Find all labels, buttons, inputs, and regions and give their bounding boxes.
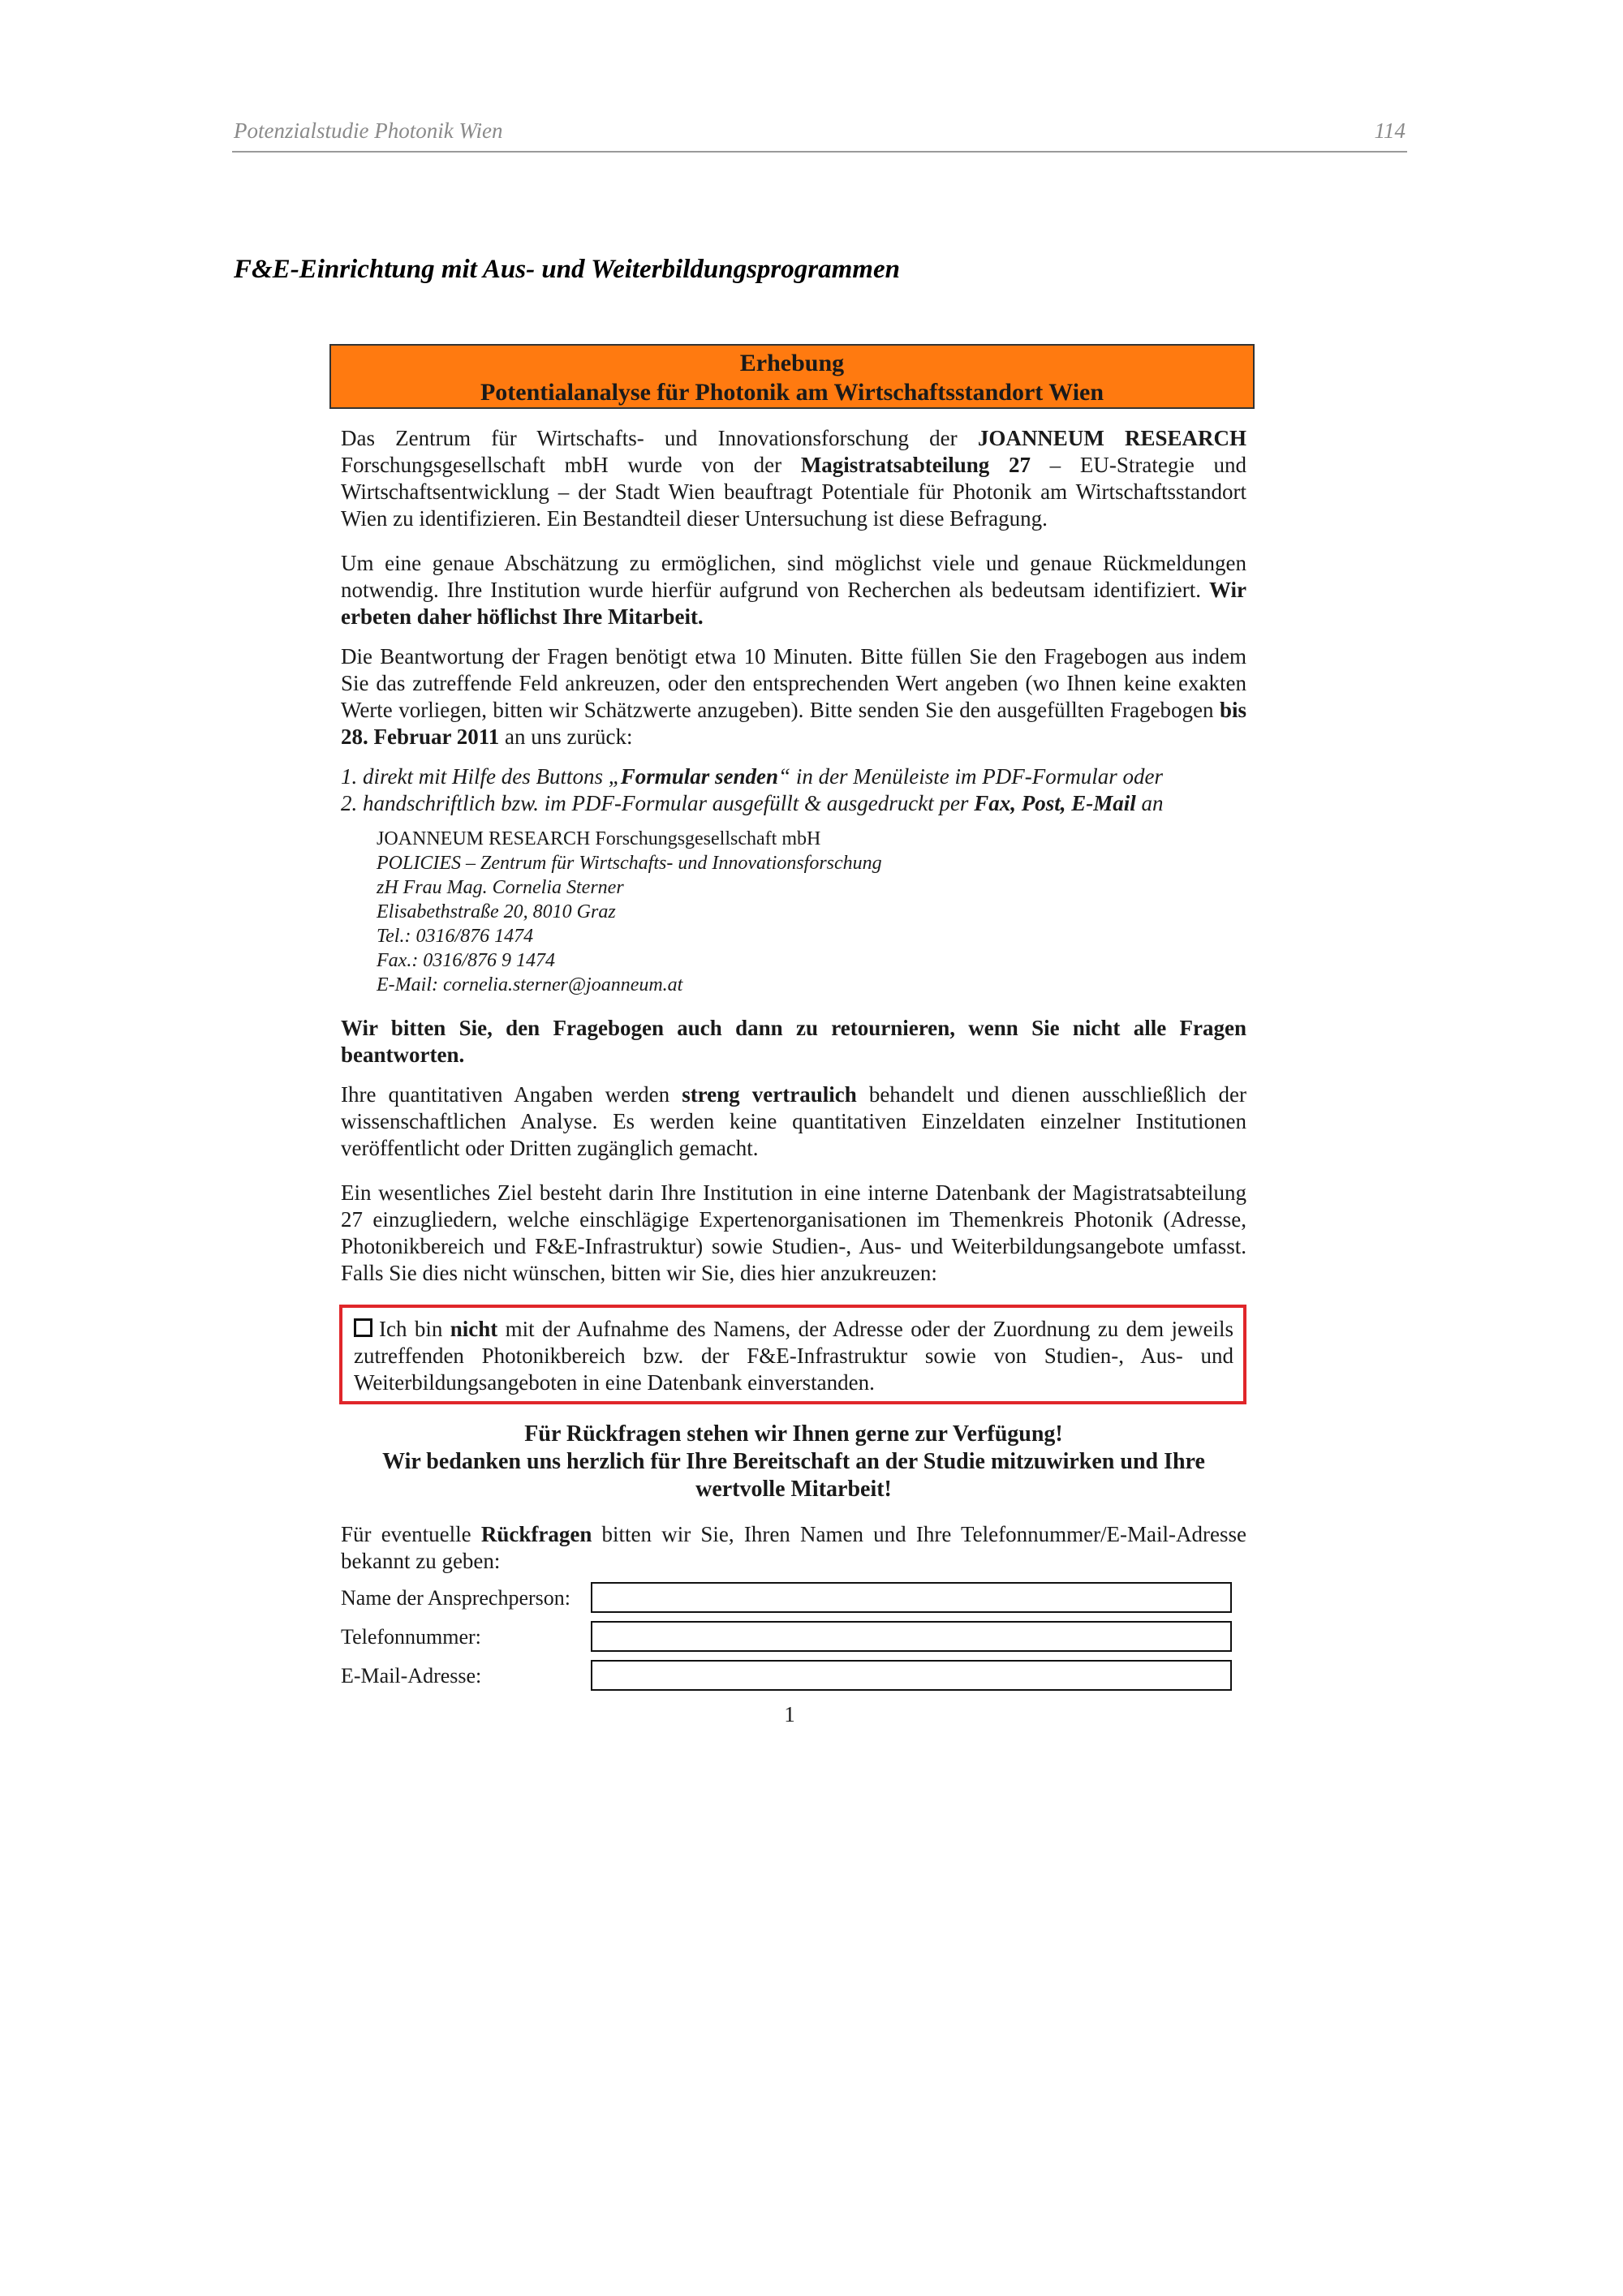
contact-email-field[interactable]	[591, 1660, 1232, 1691]
optout-box: Ich bin nicht mit der Aufnahme des Namens, der Adresse oder der Zuordnung zu dem jeweils zutreffenden Photonikbereich bzw. der F&E-Infrastruktur sowie von Studien-, Aus- und Weiterbildungsangeboten in eine Datenbank einverstanden.	[339, 1305, 1246, 1404]
participation-paragraph: Um eine genaue Abschätzung zu ermöglichen, sind möglichst viele und genaue Rückmeldungen notwendig. Ihre Institution wurde hierfür aufgrund von Recherchen als bedeutsam identifiziert. Wir erbeten daher höflichst Ihre Mitarbeit.	[341, 551, 1246, 629]
thanks-line: Für Rückfragen stehen wir Ihnen gerne zur Verfügung!	[524, 1421, 1063, 1447]
thanks-message	[341, 1421, 1246, 1503]
database-paragraph: Ein wesentliches Ziel besteht darin Ihre Institution in eine interne Datenbank der Magistratsabteilung 27 einzugliedern, welche einschlägige Expertenorganisationen im Themenkreis Photonik (Adresse, Photonikbereich und F&E-Infrastruktur) sowie Studien-, Aus- und Weiterbildungsangebote umfasst. Falls Sie dies nicht wünschen, bitten wir Sie, dies hier anzukreuzen:	[341, 1180, 1246, 1285]
contact-name-row	[341, 1581, 1246, 1614]
intro-paragraph: Das Zentrum für Wirtschafts- und Innovationsforschung der JOANNEUM RESEARCH Forschungsgesellschaft mbH wurde von der Magistratsabteilung 27 – EU-Strategie und Wirtschaftsentwicklung – der Stadt Wien beauftragt Potentiale für Photonik am Wirtschaftsstandort Wien zu identifizieren. Ein Bestandteil dieser Untersuchung ist diese Befragung.	[341, 426, 1246, 531]
section-title: F&E-Einrichtung mit Aus- und Weiterbildungsprogrammen	[234, 255, 900, 284]
submission-option-2: 2. handschriftlich bzw. im PDF-Formular ausgefüllt & ausgedruckt per Fax, Post, E-Mail an	[341, 791, 1164, 815]
header-page-number: 114	[1374, 118, 1406, 143]
banner-subtitle: Potentialanalyse für Photonik am Wirtschaftsstandort Wien	[480, 379, 1104, 406]
header-study-title: Potenzialstudie Photonik Wien	[234, 118, 503, 143]
form-page-number: 1	[784, 1702, 795, 1726]
address-line: JOANNEUM RESEARCH Forschungsgesellschaft mbH	[377, 828, 821, 849]
address-line: Elisabethstraße 20, 8010 Graz	[377, 901, 616, 922]
banner-title: Erhebung	[739, 350, 845, 376]
submission-option-1: 1. direkt mit Hilfe des Buttons „Formular senden“ in der Menüleiste im PDF-Formular oder	[341, 764, 1163, 789]
contact-request-paragraph: Für eventuelle Rückfragen bitten wir Sie, Ihren Namen und Ihre Telefonnummer/E-Mail-Adresse bekannt zu geben:	[341, 1522, 1247, 1573]
address-line: Fax.: 0316/876 9 1474	[377, 950, 555, 971]
address-line: Tel.: 0316/876 1474	[377, 926, 534, 947]
running-header	[232, 115, 1407, 153]
form-body	[329, 425, 1255, 1728]
return-address	[341, 827, 1246, 997]
optout-checkbox[interactable]	[354, 1318, 372, 1337]
instructions-paragraph: Die Beantwortung der Fragen benötigt etwa 10 Minuten. Bitte füllen Sie den Fragebogen aus indem Sie das zutreffende Feld ankreuzen, oder den entsprechenden Wert angeben (wo Ihnen keine exakten Werte vorliegen, bitten wir Schätzwerte anzugeben). Bitte senden Sie den ausgefüllten Fragebogen bis 28. Februar 2011 an uns zurück:	[341, 644, 1246, 749]
return-request-paragraph: Wir bitten Sie, den Fragebogen auch dann zu retournieren, wenn Sie nicht alle Fragen beantworten.	[341, 1016, 1246, 1067]
survey-banner	[329, 344, 1255, 409]
contact-email-row	[341, 1659, 1246, 1692]
address-line: E-Mail: cornelia.sterner@joanneum.at	[377, 974, 683, 995]
contact-name-label: Name der Ansprechperson:	[341, 1585, 571, 1610]
thanks-line: Wir bedanken uns herzlich für Ihre Bereitschaft an der Studie mitzuwirken und Ihre wertvolle Mitarbeit!	[382, 1449, 1205, 1502]
address-line: POLICIES – Zentrum für Wirtschafts- und Innovationsforschung	[377, 853, 882, 874]
contact-email-label: E-Mail-Adresse:	[341, 1663, 482, 1688]
survey-form-image	[329, 344, 1255, 1728]
address-line: zH Frau Mag. Cornelia Sterner	[377, 877, 624, 898]
contact-phone-row	[341, 1620, 1246, 1653]
contact-phone-field[interactable]	[591, 1621, 1232, 1652]
contact-phone-label: Telefonnummer:	[341, 1624, 481, 1649]
confidentiality-paragraph: Ihre quantitativen Angaben werden streng vertraulich behandelt und dienen ausschließlich der wissenschaftlichen Analyse. Es werden keine quantitativen Einzeldaten einzelner Institutionen veröffentlicht oder Dritten zugänglich gemacht.	[341, 1082, 1246, 1160]
contact-name-field[interactable]	[591, 1582, 1232, 1613]
